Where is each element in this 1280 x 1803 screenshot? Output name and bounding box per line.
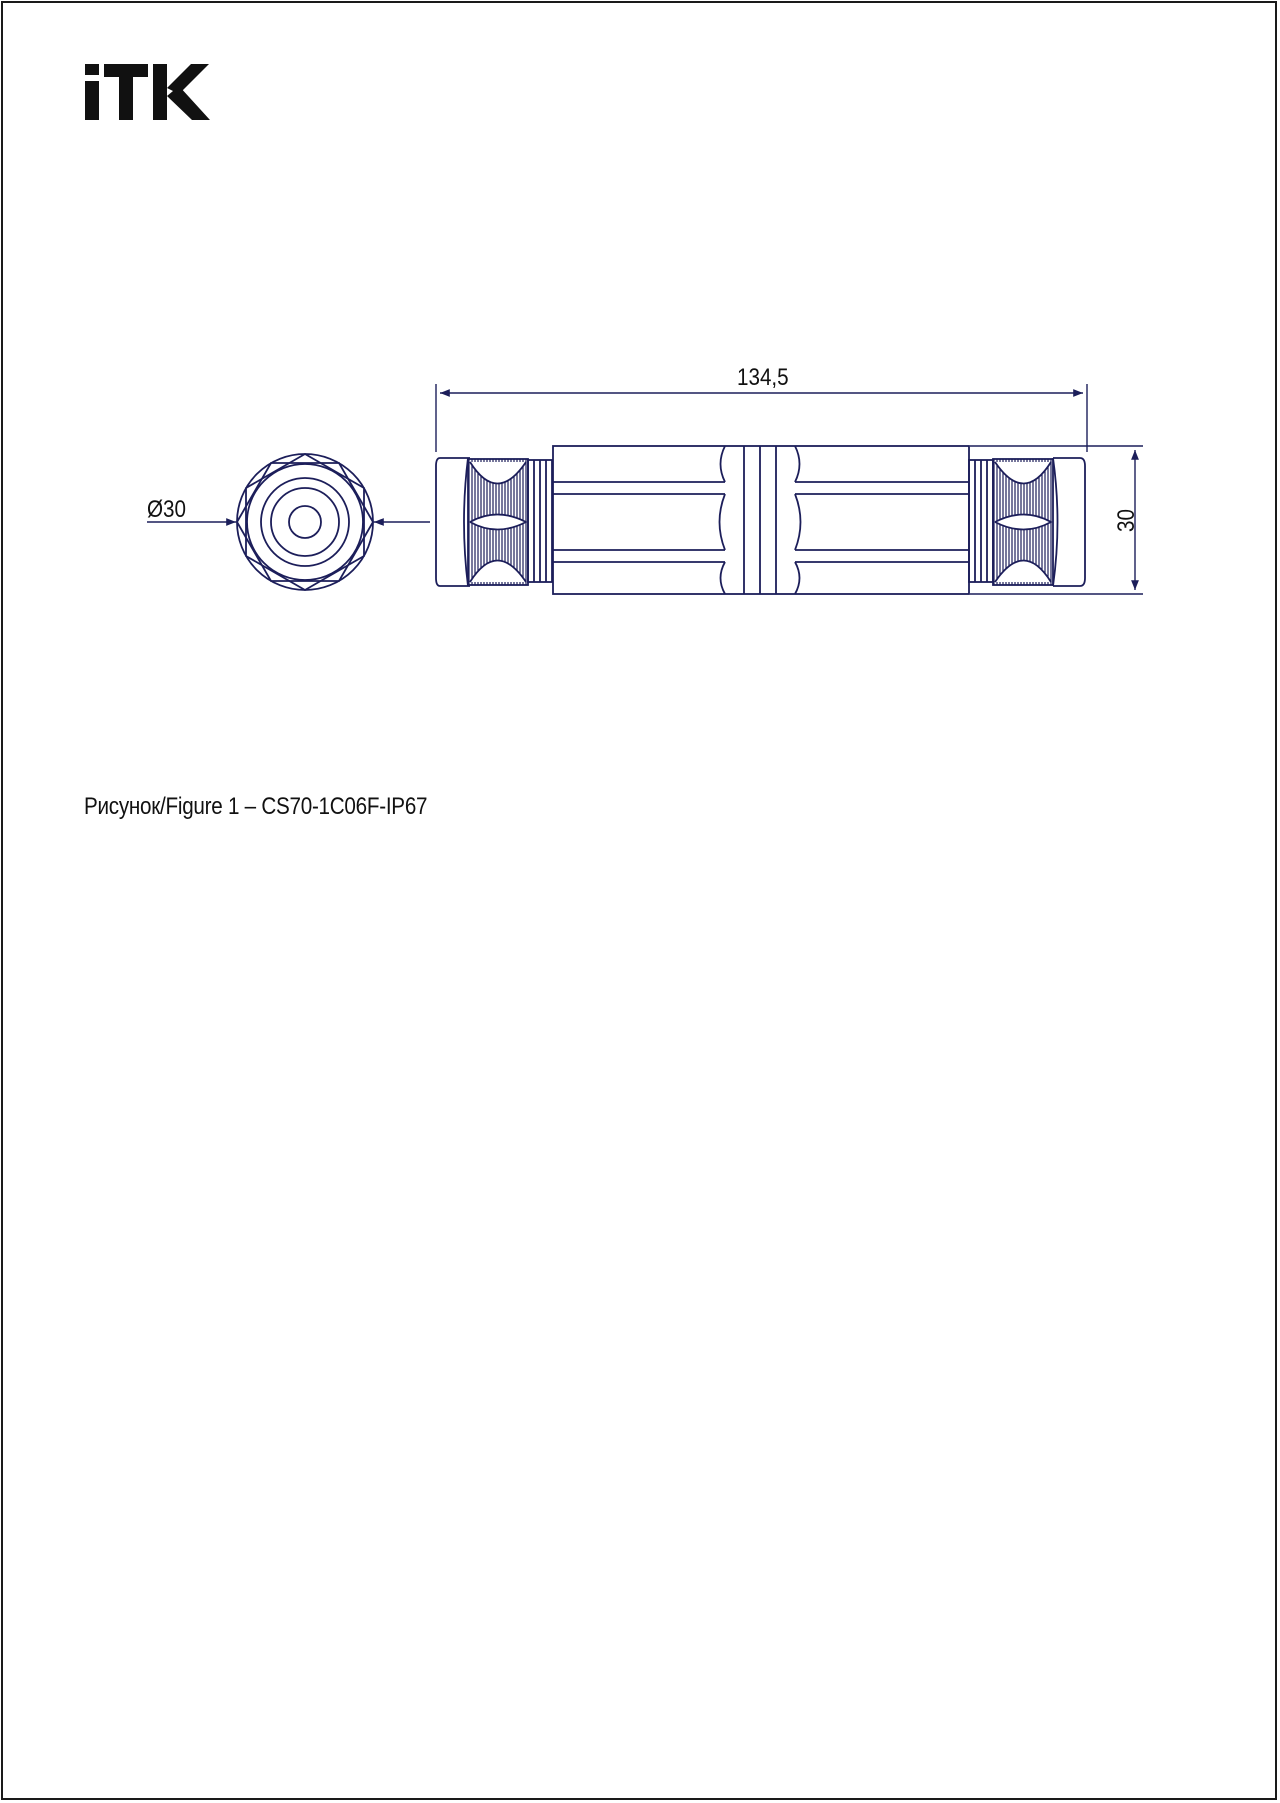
end-view-ring-1 bbox=[261, 478, 349, 566]
main-body bbox=[553, 446, 969, 594]
diameter-label: Ø30 bbox=[146, 495, 187, 523]
end-view-ring-3 bbox=[289, 506, 321, 538]
end-view-ring-2 bbox=[271, 488, 339, 556]
height-label: 30 bbox=[1112, 509, 1140, 532]
right-grooves bbox=[795, 446, 801, 594]
end-view bbox=[237, 454, 373, 590]
side-view bbox=[436, 446, 1085, 594]
end-view-outer-circle bbox=[237, 454, 373, 590]
figure-caption: Рисунок/Figure 1 – CS70-1C06F-IP67 bbox=[84, 793, 428, 820]
end-view-inner-circle bbox=[247, 464, 363, 580]
left-grooves bbox=[720, 446, 726, 594]
length-dimension bbox=[436, 384, 1087, 452]
length-label: 134,5 bbox=[736, 363, 789, 391]
